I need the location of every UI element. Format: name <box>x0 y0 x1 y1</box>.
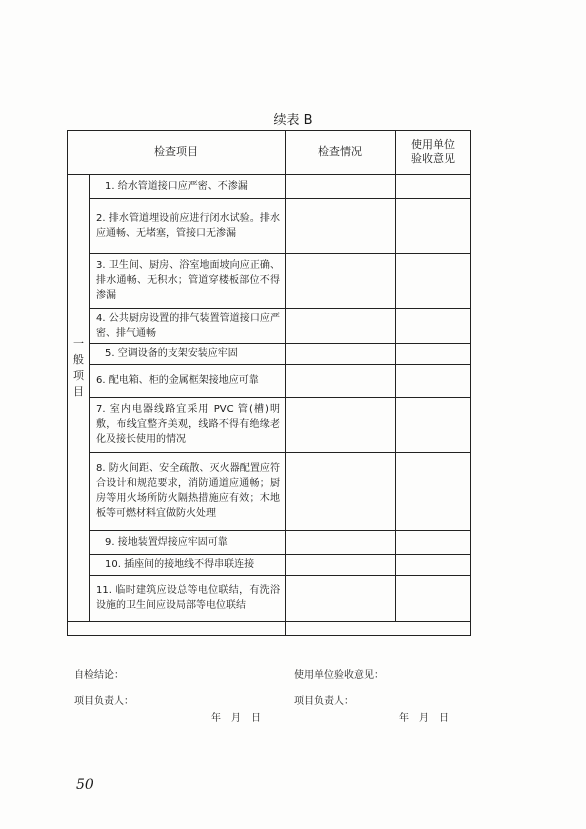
header-item-col: 检查项目 <box>154 145 198 158</box>
category-char: 项 <box>73 369 84 382</box>
project-lead-label-left: 项目负责人： <box>74 696 134 707</box>
date-field-left: 年 月 日 <box>211 713 261 724</box>
category-char: 一 <box>73 337 84 350</box>
check-item: 8. 防火间距、安全疏散、灭火器配置应符合设计和规范要求，消防通道应通畅；厨房等用火场所防火隔热措施应有效；木地板等可燃材料宜做防火处理 <box>96 463 280 519</box>
check-item: 9. 接地装置焊接应牢固可靠 <box>105 536 228 548</box>
header-acceptance-line1: 使用单位 <box>411 138 455 151</box>
header-acceptance-col <box>395 130 471 174</box>
check-item: 4. 公共厨房设置的排气装置管道接口应严密、排气通畅 <box>96 312 280 339</box>
category-label <box>68 336 89 400</box>
user-acceptance-opinion-label: 使用单位验收意见： <box>294 670 384 681</box>
check-item: 7. 室内电器线路宜采用 PVC 管(槽)明敷，布线宜整齐美观，线路不得有绝缘老化及接长使用的情况 <box>96 404 280 445</box>
table-caption: 续表 B <box>273 113 313 128</box>
self-check-conclusion-label: 自检结论： <box>74 670 124 681</box>
category-char: 目 <box>73 385 84 398</box>
check-item: 2. 排水管道埋设前应进行闭水试验。排水应通畅、无堵塞，管接口无渗漏 <box>96 212 280 239</box>
header-status-col: 检查情况 <box>318 145 362 158</box>
header-acceptance-line2: 验收意见 <box>411 152 455 165</box>
category-char: 般 <box>73 353 84 366</box>
check-item: 1. 给水管道接口应严密、不渗漏 <box>105 180 248 192</box>
check-item: 5. 空调设备的支架安装应牢固 <box>105 348 238 359</box>
date-field-right: 年 月 日 <box>399 713 449 724</box>
check-item: 6. 配电箱、柜的金属框架接地应可靠 <box>96 375 259 386</box>
project-lead-label-right: 项目负责人： <box>294 696 354 707</box>
col-divider-item <box>285 130 286 636</box>
check-item: 11. 临时建筑应设总等电位联结，有洗浴设施的卫生间应设局部等电位联结 <box>96 585 280 611</box>
check-item: 10. 插座间的接地线不得串联连接 <box>105 559 255 570</box>
check-item: 3. 卫生间、厨房、浴室地面坡向应正确、排水通畅、无积水；管道穿楼板部位不得渗漏 <box>96 260 280 301</box>
col-divider-status <box>395 130 396 621</box>
row-line <box>67 621 471 622</box>
page-number: 50 <box>76 777 94 793</box>
